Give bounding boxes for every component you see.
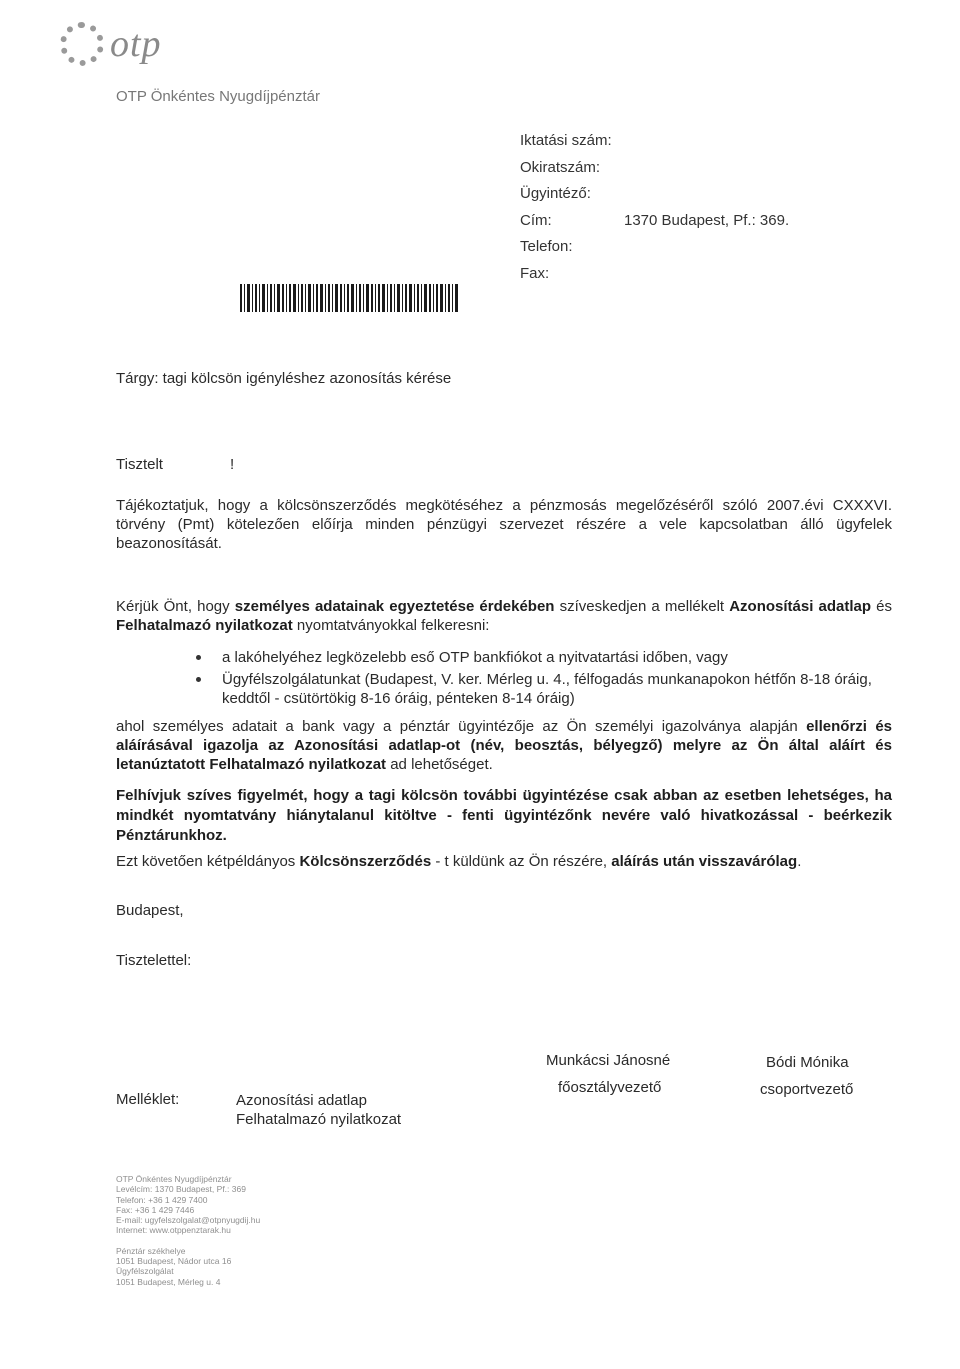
list-item — [196, 670, 896, 708]
meta-label: Okiratszám: — [520, 158, 601, 176]
attachments-list — [236, 1091, 401, 1129]
paragraph-contract — [116, 852, 892, 871]
meta-row-phone — [520, 234, 612, 261]
reference-block — [520, 128, 790, 287]
footer-line: Internet: www.otppenztarak.hu — [116, 1225, 231, 1236]
location-list — [196, 648, 896, 711]
meta-row-document-number — [520, 155, 612, 182]
closing-city: Budapest, — [116, 902, 184, 919]
bold-run: Felhívjuk szíves figyelmét, hogy a tagi kölcsön további ügyintézése csak abban az esetben lehetséges, ha mindkét nyomtatvány hiánytalanul kitöltve - fenti ügyintézőnk nevére való hivatkozással - beérkezik Pénztárunkhoz. — [116, 787, 892, 844]
bold-run: aláírás után visszavárólag — [611, 853, 798, 870]
signatory-1-name: Munkácsi Jánosné — [546, 1052, 671, 1069]
footer-line: E-mail: ugyfelszolgalat@otpnyugdij.hu — [116, 1215, 261, 1226]
paragraph-verification — [116, 717, 892, 774]
footer-line: OTP Önkéntes Nyugdíjpénztár — [116, 1174, 232, 1184]
meta-label: Cím: — [520, 211, 552, 229]
bullet-icon — [196, 677, 201, 682]
sender-name: OTP Önkéntes Nyugdíjpénztár — [116, 88, 320, 105]
closing-regards: Tisztelettel: — [116, 952, 192, 969]
text-run: . — [797, 853, 802, 870]
bold-run: ellenőrzi és aláírásával igazolja az Azonosítási adatlap-ot (név, beosztás, bélyegző) melyre az Ön által aláírt és letanúztatott Felhatalmazó nyilatkozat — [116, 718, 893, 773]
meta-row-reg-number — [520, 128, 612, 155]
bold-run: Kölcsönszerződés — [299, 853, 432, 870]
meta-row-administrator — [520, 181, 612, 208]
salutation-prefix: Tisztelt — [116, 456, 163, 473]
meta-value: 1370 Budapest, Pf.: 369. — [624, 211, 790, 229]
meta-row-address — [520, 208, 790, 235]
otp-logo-mark-icon — [60, 22, 104, 66]
footer-line: 1051 Budapest, Nádor utca 16 — [116, 1256, 232, 1267]
attachment-item: Felhatalmazó nyilatkozat — [236, 1111, 402, 1128]
bold-run: Felhatalmazó nyilatkozat — [116, 617, 293, 634]
text-run: Kérjük Önt, hogy — [116, 598, 235, 615]
meta-label: Iktatási szám: — [520, 132, 612, 149]
footer-line: Ügyfélszolgálat — [116, 1266, 174, 1277]
signatory-1-title: főosztályvezető — [558, 1079, 662, 1096]
barcode-icon — [240, 284, 458, 312]
signatory-2-name: Bódi Mónika — [766, 1054, 849, 1071]
bold-run: Azonosítási adatlap — [729, 598, 872, 615]
list-item-text: Ügyfélszolgálatunkat (Budapest, V. ker. Mérleg u. 4., félfogadás munkanapokon hétfőn 8-18 óráig, keddtől - csütörtökig 8-16 óráig, pénteken 8-14 óráig) — [222, 671, 872, 707]
list-item-text: a lakóhelyéhez legközelebb eső OTP bankfiókot a nyitvatartási időben, vagy — [222, 649, 728, 666]
footer-line: Fax: +36 1 429 7446 — [116, 1204, 195, 1215]
text-run: nyomtatványokkal felkeresni: — [292, 617, 490, 634]
attachments-label: Melléklet: — [116, 1091, 180, 1108]
signatory-2-title: csoportvezető — [760, 1081, 854, 1098]
text-run: - t küldünk az Ön részére, — [431, 853, 612, 870]
salutation — [116, 456, 234, 473]
bullet-icon — [196, 655, 201, 660]
meta-row-fax — [520, 261, 612, 288]
footer-gap — [116, 1236, 260, 1246]
text-run: Ezt követően kétpéldányos — [116, 853, 300, 870]
text-run: ad lehetőséget. — [386, 756, 493, 773]
subject-line: Tárgy: tagi kölcsön igényléshez azonosítás kérése — [116, 370, 452, 387]
paragraph-request — [116, 597, 892, 635]
footer-line: Pénztár székhelye — [116, 1245, 186, 1256]
text-run: és — [871, 598, 892, 615]
footer-line: Telefon: +36 1 429 7400 — [116, 1194, 208, 1205]
meta-label: Telefon: — [520, 238, 573, 255]
text-run: szíveskedjen a mellékelt — [554, 598, 730, 615]
salutation-suffix: ! — [230, 456, 235, 473]
paragraph-intro: Tájékoztatjuk, hogy a kölcsönszerződés megkötéséhez a pénzmosás megelőzéséről szóló 2007.évi CXXXVI. törvény (Pmt) kötelezően előírja minden pénzügyi szervezet részére a vele kapcsolatban álló ügyfelek beazonosítását. — [116, 497, 892, 552]
meta-label: Ügyintéző: — [520, 185, 591, 202]
footer-line: 1051 Budapest, Mérleg u. 4 — [116, 1276, 221, 1287]
paragraph-notice — [116, 786, 892, 846]
footer-contact — [116, 1174, 260, 1287]
meta-label: Fax: — [520, 264, 550, 282]
bold-run: személyes adatainak egyeztetése érdekében — [234, 598, 555, 615]
attachment-item: Azonosítási adatlap — [236, 1092, 367, 1109]
list-item — [196, 648, 896, 667]
text-run: ahol személyes adatait a bank vagy a pénztár ügyintézője az Ön személyi igazolványa alapján — [116, 718, 807, 735]
otp-logo — [60, 22, 162, 66]
footer-line: Levélcím: 1370 Budapest, Pf.: 369 — [116, 1184, 246, 1195]
logo-text: otp — [110, 23, 162, 65]
